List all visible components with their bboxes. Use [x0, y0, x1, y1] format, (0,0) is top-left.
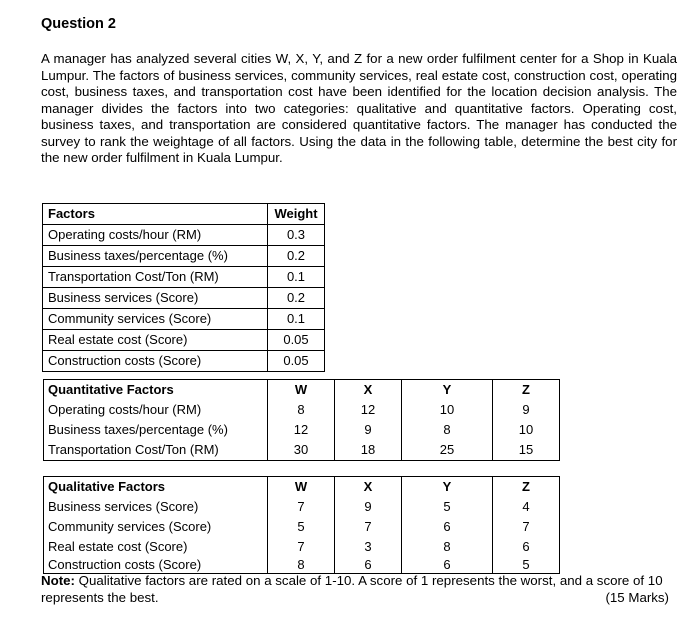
weight-cell: 0.1 [268, 267, 325, 288]
value-cell: 9 [335, 497, 402, 517]
factor-cell: Construction costs (Score) [44, 557, 268, 574]
weight-cell: 0.2 [268, 288, 325, 309]
weight-cell: 0.2 [268, 246, 325, 267]
marks-label: (15 Marks) [605, 589, 669, 605]
weight-cell: 0.1 [268, 309, 325, 330]
factor-cell: Business taxes/percentage (%) [43, 246, 268, 267]
value-cell: 6 [402, 557, 493, 574]
factor-cell: Transportation Cost/Ton (RM) [43, 267, 268, 288]
factor-cell: Business services (Score) [43, 288, 268, 309]
value-cell: 8 [268, 400, 335, 420]
value-cell: 7 [493, 517, 560, 537]
table-row [43, 246, 325, 267]
table-header-row [44, 477, 560, 498]
table-row [43, 267, 325, 288]
factor-cell: Transportation Cost/Ton (RM) [44, 440, 268, 461]
weight-cell: 0.05 [268, 330, 325, 351]
weight-cell: 0.05 [268, 351, 325, 372]
table-row [43, 225, 325, 246]
table-row [44, 557, 560, 574]
factor-cell: Community services (Score) [44, 517, 268, 537]
factor-cell: Construction costs (Score) [43, 351, 268, 372]
value-cell: 10 [402, 400, 493, 420]
header-city-w: W [268, 380, 335, 401]
weight-cell: 0.3 [268, 225, 325, 246]
value-cell: 5 [493, 557, 560, 574]
value-cell: 8 [402, 420, 493, 440]
table-row [44, 517, 560, 537]
factor-cell: Real estate cost (Score) [44, 537, 268, 557]
table-row [43, 309, 325, 330]
weights-table [42, 203, 325, 372]
value-cell: 5 [402, 497, 493, 517]
factor-cell: Operating costs/hour (RM) [43, 225, 268, 246]
value-cell: 12 [335, 400, 402, 420]
table-header-row [43, 204, 325, 225]
factor-cell: Business services (Score) [44, 497, 268, 517]
value-cell: 10 [493, 420, 560, 440]
value-cell: 8 [268, 557, 335, 574]
value-cell: 6 [335, 557, 402, 574]
value-cell: 9 [493, 400, 560, 420]
value-cell: 18 [335, 440, 402, 461]
question-paragraph: A manager has analyzed several cities W, X, Y, and Z for a new order fulfilment center for a Shop in Kuala Lumpur. The factors of business services, community services, real estate cost, construction cost, operating cost, business taxes, and transportation cost have been identified for the location decision analysis. The manager divides the factors into two categories: qualitative and quantitative factors. Operating cost, business taxes, and transportation are considered quantitative factors. The manager has conducted the survey to rank the weightage of all factors. Using the data in the following table, determine the best city for the new order fulfilment in Kuala Lumpur. [41, 51, 677, 165]
table-row [44, 440, 560, 461]
value-cell: 8 [402, 537, 493, 557]
header-city-z: Z [493, 380, 560, 401]
value-cell: 7 [268, 497, 335, 517]
value-cell: 9 [335, 420, 402, 440]
value-cell: 30 [268, 440, 335, 461]
table-row [44, 420, 560, 440]
table-row [43, 288, 325, 309]
header-weight: Weight [268, 204, 325, 225]
value-cell: 7 [335, 517, 402, 537]
value-cell: 5 [268, 517, 335, 537]
header-city-w: W [268, 477, 335, 498]
value-cell: 15 [493, 440, 560, 461]
factor-cell: Business taxes/percentage (%) [44, 420, 268, 440]
table-header-row [44, 380, 560, 401]
value-cell: 6 [402, 517, 493, 537]
factor-cell: Operating costs/hour (RM) [44, 400, 268, 420]
quantitative-table [43, 379, 560, 461]
value-cell: 3 [335, 537, 402, 557]
value-cell: 6 [493, 537, 560, 557]
table-row [43, 351, 325, 372]
note-text: Qualitative factors are rated on a scale of 1-10. A score of 1 represents the worst, and a score of 10 represents the best. [41, 573, 663, 605]
header-factors: Qualitative Factors [44, 477, 268, 498]
note-label: Note: [41, 573, 75, 588]
qualitative-table [43, 476, 560, 574]
header-city-x: X [335, 380, 402, 401]
value-cell: 7 [268, 537, 335, 557]
header-factors: Factors [43, 204, 268, 225]
factor-cell: Real estate cost (Score) [43, 330, 268, 351]
header-city-z: Z [493, 477, 560, 498]
value-cell: 25 [402, 440, 493, 461]
question-title: Question 2 [41, 16, 116, 32]
header-city-x: X [335, 477, 402, 498]
table-row [44, 537, 560, 557]
factor-cell: Community services (Score) [43, 309, 268, 330]
header-city-y: Y [402, 477, 493, 498]
table-row [43, 330, 325, 351]
value-cell: 12 [268, 420, 335, 440]
note-paragraph [41, 573, 671, 606]
header-city-y: Y [402, 380, 493, 401]
table-row [44, 497, 560, 517]
value-cell: 4 [493, 497, 560, 517]
header-factors: Quantitative Factors [44, 380, 268, 401]
table-row [44, 400, 560, 420]
